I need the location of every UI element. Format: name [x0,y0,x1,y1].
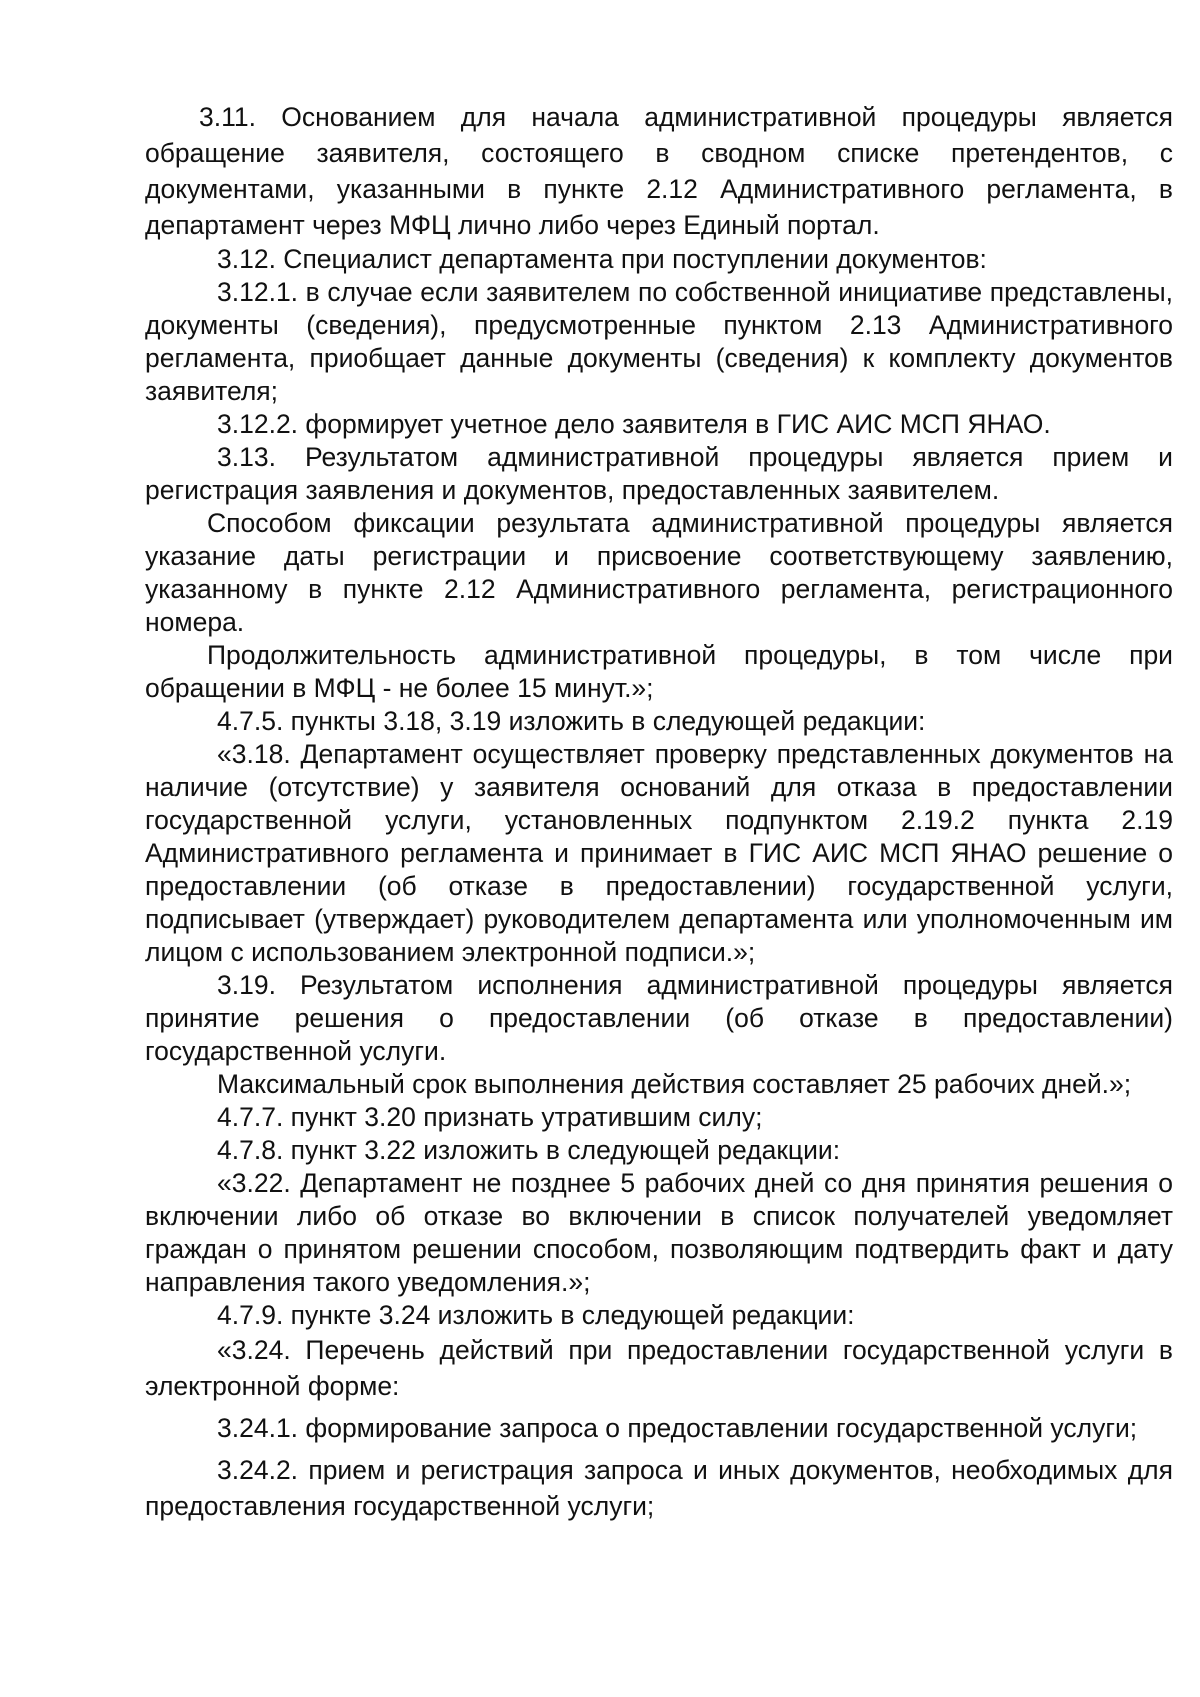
paragraph-duration: Продолжительность административной процедуры, в том числе при обращении в МФЦ - не более 15 минут.»; [145,640,1173,703]
paragraph-3-12-2: 3.12.2. формирует учетное дело заявителя в ГИС АИС МСП ЯНАО. [217,409,1051,439]
paragraph-3-13: 3.13. Результатом административной процедуры является прием и регистрация заявления и документов, предоставленных заявителем. [145,442,1173,505]
paragraph-3-24: «3.24. Перечень действий при предоставлении государственной услуги в электронной форме: [145,1335,1173,1401]
document-body [145,99,1173,1524]
paragraph-3-11: 3.11. Основанием для начала административной процедуры является обращение заявителя, состоящего в сводном списке претендентов, с документами, указанными в пункте 2.12 Административного регламента, в департамент через МФЦ лично либо через Единый портал. [145,102,1173,240]
paragraph-fixation-method: Способом фиксации результата административной процедуры является указание даты регистрации и присвоение соответствующему заявлению, указанному в пункте 2.12 Административного регламента, регистрационного номера. [145,508,1173,637]
paragraph-4-7-5: 4.7.5. пункты 3.18, 3.19 изложить в следующей редакции: [217,706,926,736]
paragraph-4-7-8: 4.7.8. пункт 3.22 изложить в следующей редакции: [217,1135,841,1165]
paragraph-4-7-9: 4.7.9. пункте 3.24 изложить в следующей редакции: [217,1300,855,1330]
paragraph-3-24-1: 3.24.1. формирование запроса о предоставлении государственной услуги; [217,1413,1138,1443]
paragraph-3-24-2: 3.24.2. прием и регистрация запроса и иных документов, необходимых для предоставления государственной услуги; [145,1455,1173,1521]
paragraph-3-22: «3.22. Департамент не позднее 5 рабочих дней со дня принятия решения о включении либо об отказе во включении в список получателей уведомляет граждан о принятом решении способом, позволяющим подтвердить факт и дату направления такого уведомления.»; [145,1168,1173,1297]
paragraph-3-18: «3.18. Департамент осуществляет проверку представленных документов на наличие (отсутствие) у заявителя оснований для отказа в предоставлении государственной услуги, установленных подпунктом 2.19.2 пункта 2.19 Административного регламента и принимает в ГИС АИС МСП ЯНАО решение о предоставлении (об отказе в предоставлении) государственной услуги, подписывает (утверждает) руководителем департамента или уполномоченным им лицом с использованием электронной подписи.»; [145,739,1173,967]
paragraph-3-19: 3.19. Результатом исполнения административной процедуры является принятие решения о предоставлении (об отказе в предоставлении) государственной услуги. [145,970,1173,1066]
paragraph-3-12: 3.12. Специалист департамента при поступлении документов: [217,244,987,274]
paragraph-4-7-7: 4.7.7. пункт 3.20 признать утратившим силу; [217,1102,763,1132]
paragraph-3-12-1: 3.12.1. в случае если заявителем по собственной инициативе представлены, документы (сведения), предусмотренные пунктом 2.13 Административного регламента, приобщает данные документы (сведения) к комплекту документов заявителя; [145,277,1173,406]
paragraph-max-term: Максимальный срок выполнения действия составляет 25 рабочих дней.»; [217,1069,1132,1099]
